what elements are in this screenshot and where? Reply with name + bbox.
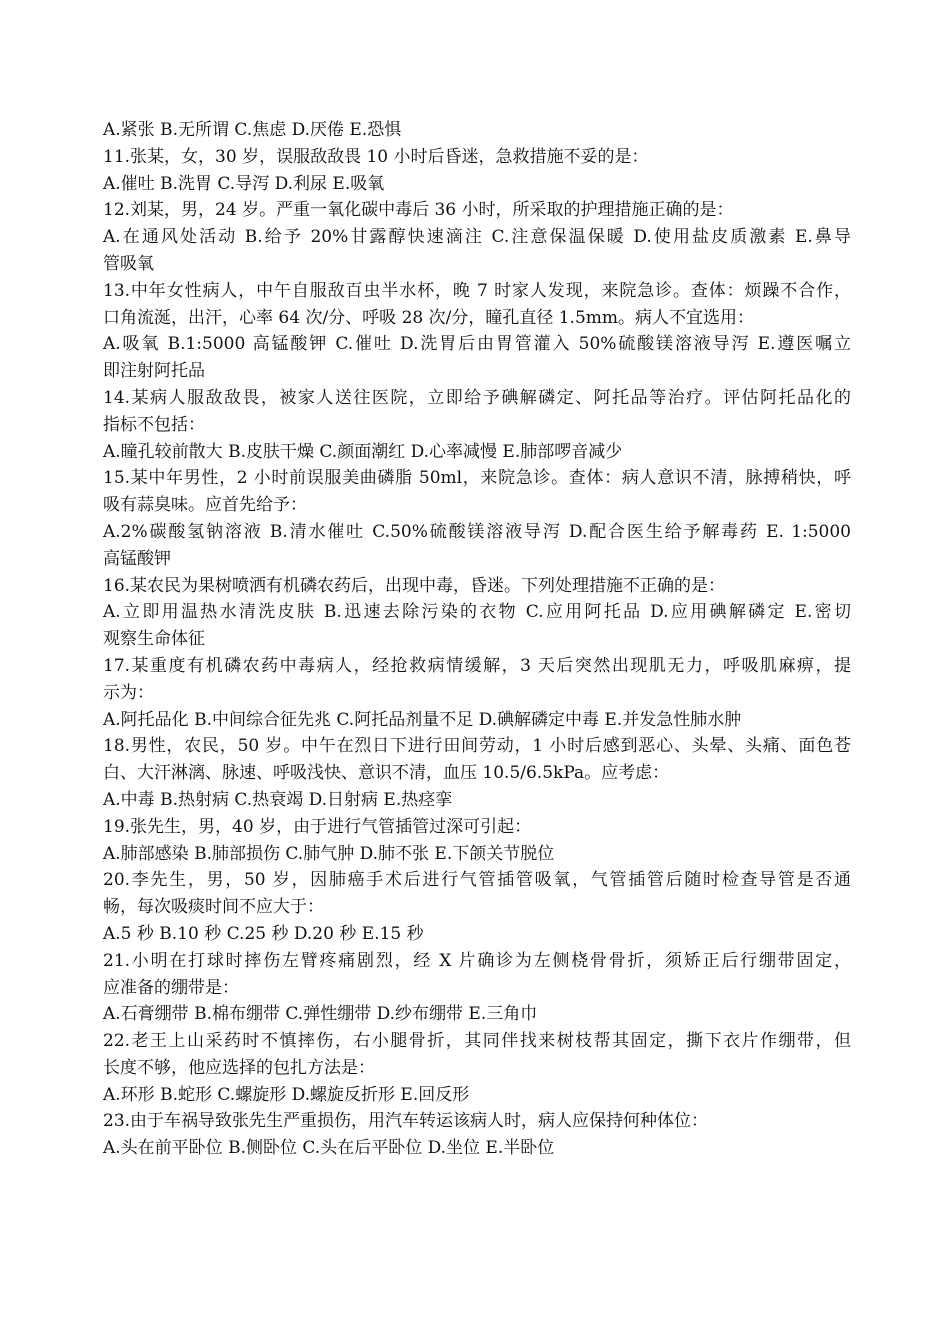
question-13: 13.中年女性病人，中午自服敌百虫半水杯，晚 7 时家人发现，来院急诊。查体：烦躁不合作， <box>103 280 851 301</box>
question-21: 21.小明在打球时摔伤左臂疼痛剧烈，经 X 片确诊为左侧桡骨骨折，须矫正后行绷带固定， <box>103 950 851 971</box>
question-22-continued: 长度不够，他应选择的包扎方法是： <box>103 1057 375 1078</box>
answer-options-16-continued: 观察生命体征 <box>103 629 205 650</box>
answer-options-13: A.吸氧 B.1:5000 高锰酸钾 C.催吐 D.洗胃后由胃管灌入 50%硫酸镁溶液导泻 E.遵医嘱立 <box>103 334 851 355</box>
question-19: 19.张先生，男，40 岁，由于进行气管插管过深可引起： <box>103 816 532 837</box>
question-17: 17.某重度有机磷农药中毒病人，经抢救病情缓解，3 天后突然出现肌无力，呼吸肌麻痹，提 <box>103 655 851 676</box>
question-12: 12.刘某，男，24 岁。严重一氧化碳中毒后 36 小时，所采取的护理措施正确的是： <box>103 200 734 221</box>
answer-options-10: A.紧张 B.无所谓 C.焦虑 D.厌倦 E.恐惧 <box>103 120 402 140</box>
question-21-continued: 应准备的绷带是： <box>103 977 239 998</box>
question-13-continued: 口角流涎，出汗，心率 64 次/分、呼吸 28 次/分，瞳孔直径 1.5mm。病人不宜选用： <box>103 307 755 328</box>
answer-options-18: A.中毒 B.热射病 C.热衰竭 D.日射病 E.热痉挛 <box>103 789 453 810</box>
answer-options-19: A.肺部感染 B.肺部损伤 C.肺气肿 D.肺不张 E.下颌关节脱位 <box>103 843 555 864</box>
question-16: 16.某农民为果树喷洒有机磷农药后，出现中毒，昏迷。下列处理措施不正确的是： <box>103 575 726 596</box>
answer-options-15-continued: 高锰酸钾 <box>103 548 171 569</box>
answer-options-17: A.阿托品化 B.中间综合征先兆 C.阿托品剂量不足 D.碘解磷定中毒 E.并发急性肺水肿 <box>103 709 742 730</box>
answer-options-12-continued: 管吸氧 <box>103 253 154 274</box>
answer-options-23: A.头在前平卧位 B.侧卧位 C.头在后平卧位 D.坐位 E.半卧位 <box>103 1138 555 1159</box>
question-20-continued: 畅，每次吸痰时间不应大于： <box>103 897 324 918</box>
document-page <box>103 117 851 1162</box>
question-15-continued: 吸有蒜臭味。应首先给予： <box>103 495 307 516</box>
answer-options-11: A.催吐 B.洗胃 C.导泻 D.利尿 E.吸氧 <box>103 173 385 194</box>
question-18: 18.男性，农民，50 岁。中午在烈日下进行田间劳动，1 小时后感到恶心、头晕、头痛、面色苍 <box>103 736 851 757</box>
question-18-continued: 白、大汗淋漓、脉速、呼吸浅快、意识不清，血压 10.5/6.5kPa。应考虑： <box>103 763 670 784</box>
answer-options-14: A.瞳孔较前散大 B.皮肤干燥 C.颜面潮红 D.心率减慢 E.肺部啰音减少 <box>103 441 623 462</box>
answer-options-22: A.环形 B.蛇形 C.螺旋形 D.螺旋反折形 E.回反形 <box>103 1084 470 1105</box>
question-23: 23.由于车祸导致张先生严重损伤，用汽车转运该病人时，病人应保持何种体位： <box>103 1111 709 1132</box>
answer-options-21: A.石膏绷带 B.棉布绷带 C.弹性绷带 D.纱布绷带 E.三角巾 <box>103 1004 538 1025</box>
answer-options-20: A.5 秒 B.10 秒 C.25 秒 D.20 秒 E.15 秒 <box>103 923 424 944</box>
question-14-continued: 指标不包括： <box>103 414 205 435</box>
answer-options-15: A.2%碳酸氢钠溶液 B.清水催吐 C.50%硫酸镁溶液导泻 D.配合医生给予解毒药 E. 1:5000 <box>103 521 851 542</box>
answer-options-13-continued: 即注射阿托品 <box>103 361 205 382</box>
answer-options-12: A.在通风处活动 B.给予 20%甘露醇快速滴注 C.注意保温保暖 D.使用盐皮质激素 E.鼻导 <box>103 227 851 248</box>
question-11: 11.张某，女，30 岁，误服敌敌畏 10 小时后昏迷，急救措施不妥的是： <box>103 146 649 167</box>
question-17-continued: 示为： <box>103 682 154 703</box>
question-14: 14.某病人服敌敌畏，被家人送往医院，立即给予碘解磷定、阿托品等治疗。评估阿托品化的 <box>103 387 851 408</box>
question-22: 22.老王上山采药时不慎摔伤，右小腿骨折，其同伴找来树枝帮其固定，撕下衣片作绷带，但 <box>103 1031 851 1052</box>
question-15: 15.某中年男性，2 小时前误服美曲磷脂 50ml，来院急诊。查体：病人意识不清，脉搏稍快，呼 <box>103 468 851 489</box>
answer-options-16: A.立即用温热水清洗皮肤 B.迅速去除污染的衣物 C.应用阿托品 D.应用碘解磷定 E.密切 <box>103 602 851 623</box>
question-20: 20.李先生，男，50 岁，因肺癌手术后进行气管插管吸氧，气管插管后随时检查导管是否通 <box>103 870 851 891</box>
